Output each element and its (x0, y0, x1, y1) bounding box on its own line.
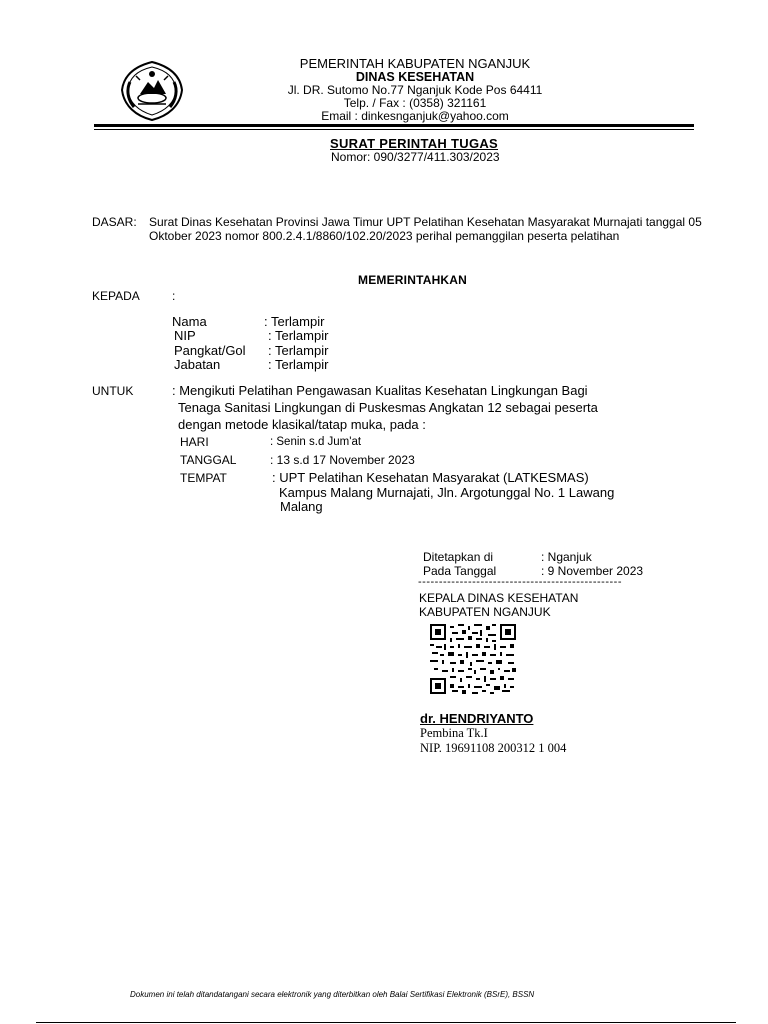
kepada-label: KEPADA (92, 289, 140, 303)
pada-tanggal-value: : 9 November 2023 (541, 564, 644, 578)
electronic-signature-note: Dokumen ini telah ditandatangani secara elektronik yang diterbitkan oleh Balai Sertifikasi Elektronik (BSrE), BSSN (130, 990, 535, 999)
header-divider-thick (94, 124, 694, 127)
dasar-text: Surat Dinas Kesehatan Provinsi Jawa Timur UPT Pelatihan Kesehatan Masyarakat Murnajati tanggal 05 Oktober 2023 nomor 800.2.4.1/8860/102.20/2023 perihal pemanggilan peserta pelatihan (149, 215, 702, 243)
kepada-nama-value: : Terlampir (264, 314, 325, 329)
footer-line (36, 1022, 736, 1023)
tempat-label: TEMPAT (180, 471, 227, 485)
untuk-line3: dengan metode klasikal/tatap muka, pada : (178, 417, 426, 432)
kepada-nip-value: : Terlampir (268, 328, 329, 343)
tanggal-value: : 13 s.d 17 November 2023 (270, 453, 415, 467)
hari-label: HARI (180, 435, 209, 449)
header-email: Email : dinkesnganjuk@yahoo.com (321, 109, 509, 123)
kepada-pangkat-key: Pangkat/Gol (174, 343, 246, 358)
kepada-nama-key: Nama (172, 314, 207, 329)
qr-code-icon (430, 624, 516, 694)
document-title: SURAT PERINTAH TUGAS (330, 136, 499, 151)
ditetapkan-value: : Nganjuk (541, 550, 592, 564)
signer-nip: NIP. 19691108 200312 1 004 (420, 741, 567, 755)
header-agency-name: DINAS KESEHATAN (355, 70, 475, 84)
document-number: Nomor: 090/3277/411.303/2023 (331, 150, 500, 164)
kabupaten-emblem-logo (118, 60, 186, 122)
signature-separator: ------------------------------------------------- (418, 576, 622, 588)
memerintahkan-heading: MEMERINTAHKAN (358, 273, 468, 287)
kepada-jabatan-key: Jabatan (174, 357, 221, 372)
kepada-colon: : (172, 289, 176, 303)
header-address: Jl. DR. Sutomo No.77 Nganjuk Kode Pos 64411 (287, 83, 543, 97)
signer-position-line1: KEPALA DINAS KESEHATAN (419, 591, 579, 605)
tempat-line3: Malang (280, 499, 323, 514)
tempat-line2: Kampus Malang Murnajati, Jln. Argotunggal No. 1 Lawang (279, 485, 615, 500)
untuk-line2: Tenaga Sanitasi Lingkungan di Puskesmas Angkatan 12 sebagai peserta (178, 400, 598, 415)
tempat-line1: : UPT Pelatihan Kesehatan Masyarakat (LATKESMAS) (272, 470, 589, 485)
kepada-nip-key: NIP (174, 328, 196, 343)
hari-value: : Senin s.d Jum'at (270, 436, 362, 448)
pada-tanggal-label: Pada Tanggal (423, 564, 497, 578)
tanggal-label: TANGGAL (180, 453, 237, 467)
signer-position-line2: KABUPATEN NGANJUK (419, 605, 551, 619)
kepada-jabatan-value: : Terlampir (268, 357, 329, 372)
untuk-label: UNTUK (92, 384, 134, 398)
signer-rank: Pembina Tk.I (420, 726, 488, 740)
kepada-pangkat-value: : Terlampir (268, 343, 329, 358)
untuk-line1: : Mengikuti Pelatihan Pengawasan Kualitas Kesehatan Lingkungan Bagi (172, 383, 588, 398)
header-phone: Telp. / Fax : (0358) 321161 (343, 96, 487, 110)
header-government-name: PEMERINTAH KABUPATEN NGANJUK (299, 56, 531, 71)
header-divider-thin (94, 129, 694, 130)
dasar-label: DASAR: (92, 215, 137, 229)
ditetapkan-label: Ditetapkan di (423, 550, 494, 564)
signer-name: dr. HENDRIYANTO (420, 711, 534, 726)
